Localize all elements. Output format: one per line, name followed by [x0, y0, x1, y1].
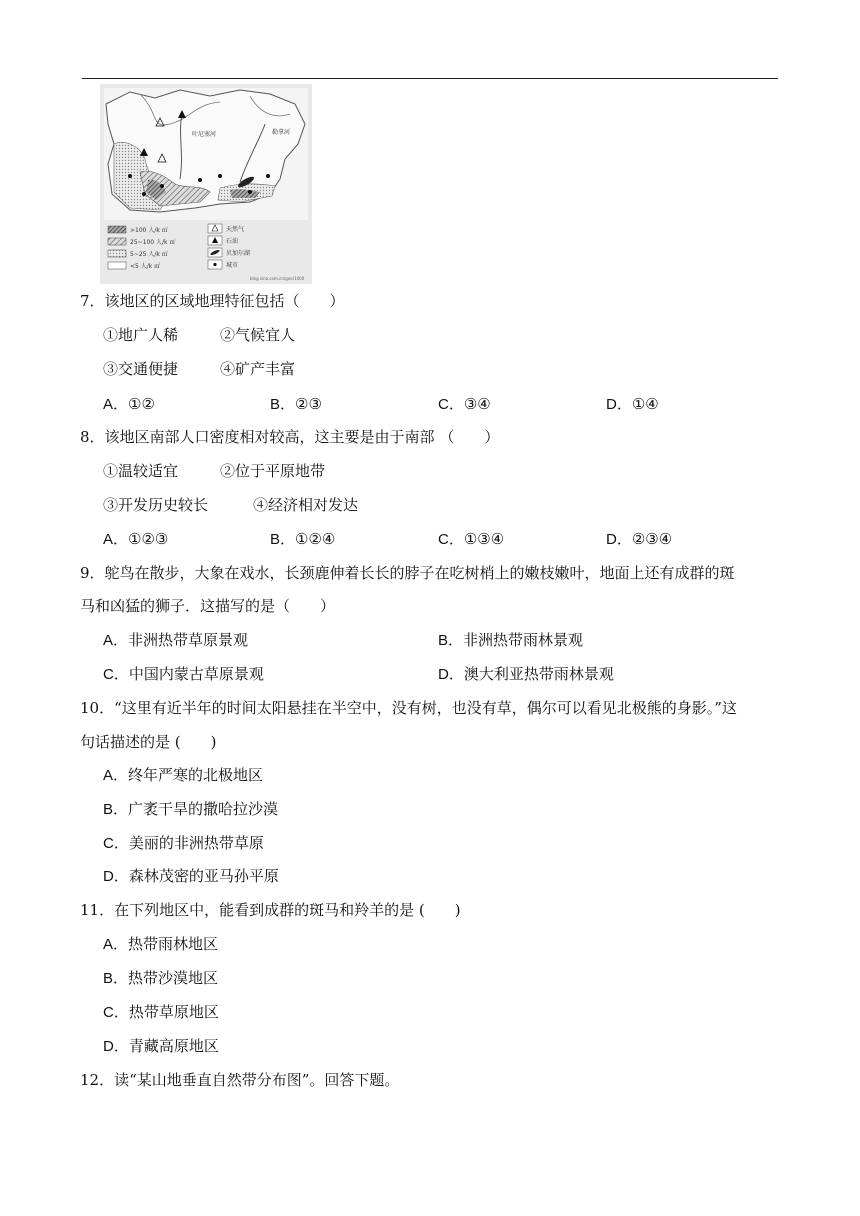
q8-item-4: ④经济相对发达 — [253, 496, 359, 514]
q9-option-a[interactable]: A．非洲热带草原景观 — [103, 631, 249, 649]
q9-option-b[interactable]: B．非洲热带雨林景观 — [438, 631, 584, 649]
population-density-map — [100, 84, 312, 284]
q7-option-d[interactable]: D．①④ — [606, 395, 659, 413]
legend-oil: 石油 — [226, 238, 239, 245]
q7-item-2: ②气候宜人 — [220, 326, 296, 344]
q8-option-b[interactable]: B．①②④ — [270, 530, 336, 548]
q9-stem-line2: 马和凶猛的狮子．这描写的是（ ） — [80, 597, 336, 615]
legend-density-1: >100 人/k ㎡ — [130, 227, 168, 234]
q7-item-1: ①地广人稀 — [103, 326, 179, 344]
q7-item-4: ④矿产丰富 — [220, 360, 296, 378]
q11-option-a[interactable]: A．热带雨林地区 — [103, 935, 219, 953]
q12-stem: 12．读“某山地垂直自然带分布图”。回答下题。 — [80, 1071, 400, 1089]
q10-stem-line1: 10．“这里有近半年的时间太阳悬挂在半空中，没有树，也没有草，偶尔可以看见北极熊的身影。”这 — [80, 699, 737, 717]
q8-item-2: ②位于平原地带 — [220, 462, 326, 480]
q7-item-3: ③交通便捷 — [103, 360, 179, 378]
q7-option-b[interactable]: B．②③ — [270, 395, 322, 413]
q9-option-c[interactable]: C．中国内蒙古草原景观 — [103, 665, 264, 683]
legend-gas: 天然气 — [226, 226, 245, 233]
legend-lake: 贝加尔湖 — [226, 250, 251, 257]
q7-stem: 7．该地区的区域地理特征包括（ ） — [80, 292, 345, 310]
q10-stem-line2: 句话描述的是 ( ) — [80, 733, 217, 751]
q8-items-row2 — [103, 495, 358, 515]
q8-items-row1 — [103, 461, 325, 481]
q8-option-a[interactable]: A．①②③ — [103, 530, 169, 548]
map-watermark: blog.sina.com.cn/geo/1000 — [250, 276, 305, 281]
legend-city: 城市 — [226, 262, 239, 269]
legend-density-4: <5 人/k ㎡ — [130, 263, 161, 270]
q11-option-b[interactable]: B．热带沙漠地区 — [103, 969, 219, 987]
q9-stem-line1: 9．鸵鸟在散步，大象在戏水，长颈鹿伸着长长的脖子在吃树梢上的嫩枝嫩叶，地面上还有成群的斑 — [80, 564, 735, 582]
q10-option-c[interactable]: C．美丽的非洲热带草原 — [103, 834, 264, 852]
q10-option-d[interactable]: D．森林茂密的亚马孙平原 — [103, 867, 279, 885]
q8-item-1: ①温较适宜 — [103, 462, 179, 480]
q9-option-d[interactable]: D．澳大利亚热带雨林景观 — [438, 665, 614, 683]
legend-density-3: 5~25 人/k ㎡ — [130, 251, 168, 258]
yenisei-label: 叶尼塞河 — [192, 131, 217, 138]
q11-option-c[interactable]: C．热带草原地区 — [103, 1003, 219, 1021]
q11-option-d[interactable]: D．青藏高原地区 — [103, 1037, 219, 1055]
q7-items-row1 — [103, 325, 295, 345]
q8-option-c[interactable]: C．①③④ — [438, 530, 505, 548]
q8-item-3: ③开发历史较长 — [103, 496, 209, 514]
q10-option-a[interactable]: A．终年严寒的北极地区 — [103, 766, 264, 784]
q7-option-a[interactable]: A．①② — [103, 395, 155, 413]
q8-option-d[interactable]: D．②③④ — [606, 530, 673, 548]
q8-stem: 8．该地区南部人口密度相对较高，这主要是由于南部 （ ） — [80, 428, 500, 446]
q10-option-b[interactable]: B．广袤干旱的撒哈拉沙漠 — [103, 800, 279, 818]
lena-label: 勒拿河 — [272, 129, 291, 136]
q7-items-row2 — [103, 359, 295, 379]
header-rule — [82, 78, 778, 79]
q7-option-c[interactable]: C．③④ — [438, 395, 491, 413]
legend-density-2: 25~100 人/k ㎡ — [130, 239, 176, 246]
q11-stem: 11．在下列地区中，能看到成群的斑马和羚羊的是 ( ) — [80, 901, 461, 919]
city-icon — [213, 263, 216, 266]
